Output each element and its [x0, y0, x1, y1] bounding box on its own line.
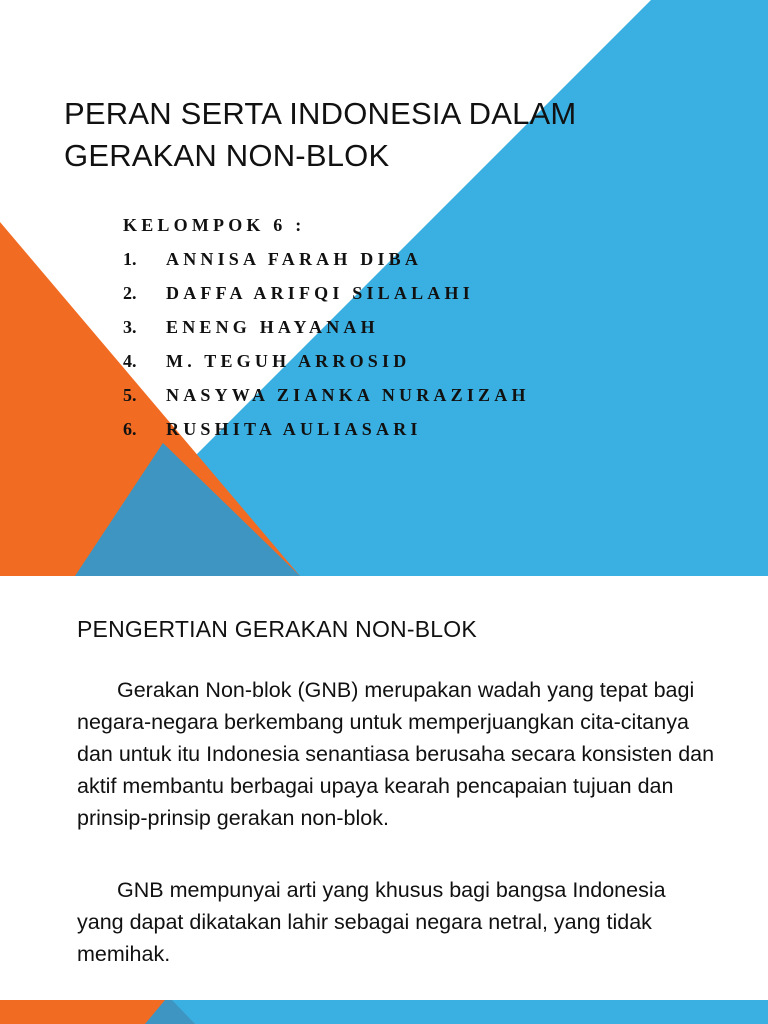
member-name: M. TEGUH ARROSID	[166, 351, 411, 371]
member-item	[123, 278, 530, 312]
paragraph-definition: Gerakan Non-blok (GNB) merupakan wadah yang tepat bagi negara-negara berkembang untuk memperjuangkan cita-citanya dan untuk itu Indonesia senantiasa berusaha secara konsisten dan aktif membantu berbagai upaya kearah pencapaian tujuan dan prinsip-prinsip gerakan non-blok.	[77, 678, 715, 830]
presentation-title: PERAN SERTA INDONESIA DALAM GERAKAN NON-BLOK	[64, 96, 577, 173]
content-slide	[0, 576, 768, 1024]
member-item	[123, 346, 530, 380]
member-number: 5.	[123, 385, 137, 405]
member-item	[123, 380, 530, 414]
member-name: DAFFA ARIFQI SILALAHI	[166, 283, 474, 303]
member-name: NASYWA ZIANKA NURAZIZAH	[166, 385, 530, 405]
member-number: 3.	[123, 317, 137, 337]
member-number: 2.	[123, 283, 137, 303]
section-title: PENGERTIAN GERAKAN NON-BLOK	[77, 616, 477, 642]
member-item	[123, 414, 530, 448]
member-name: ANNISA FARAH DIBA	[166, 249, 423, 269]
group-member-list	[123, 210, 530, 448]
paragraph-significance: GNB mempunyai arti yang khusus bagi bangsa Indonesia yang dapat dikatakan lahir sebagai negara netral, yang tidak memihak.	[77, 878, 666, 966]
member-number: 6.	[123, 419, 137, 439]
next-slide-peek	[0, 1000, 768, 1024]
member-number: 1.	[123, 249, 137, 269]
group-label: KELOMPOK 6 :	[123, 215, 306, 235]
member-name: ENENG HAYANAH	[166, 317, 379, 337]
member-number: 4.	[123, 351, 137, 371]
member-item	[123, 244, 530, 278]
member-item	[123, 312, 530, 346]
member-name: RUSHITA AULIASARI	[166, 419, 422, 439]
